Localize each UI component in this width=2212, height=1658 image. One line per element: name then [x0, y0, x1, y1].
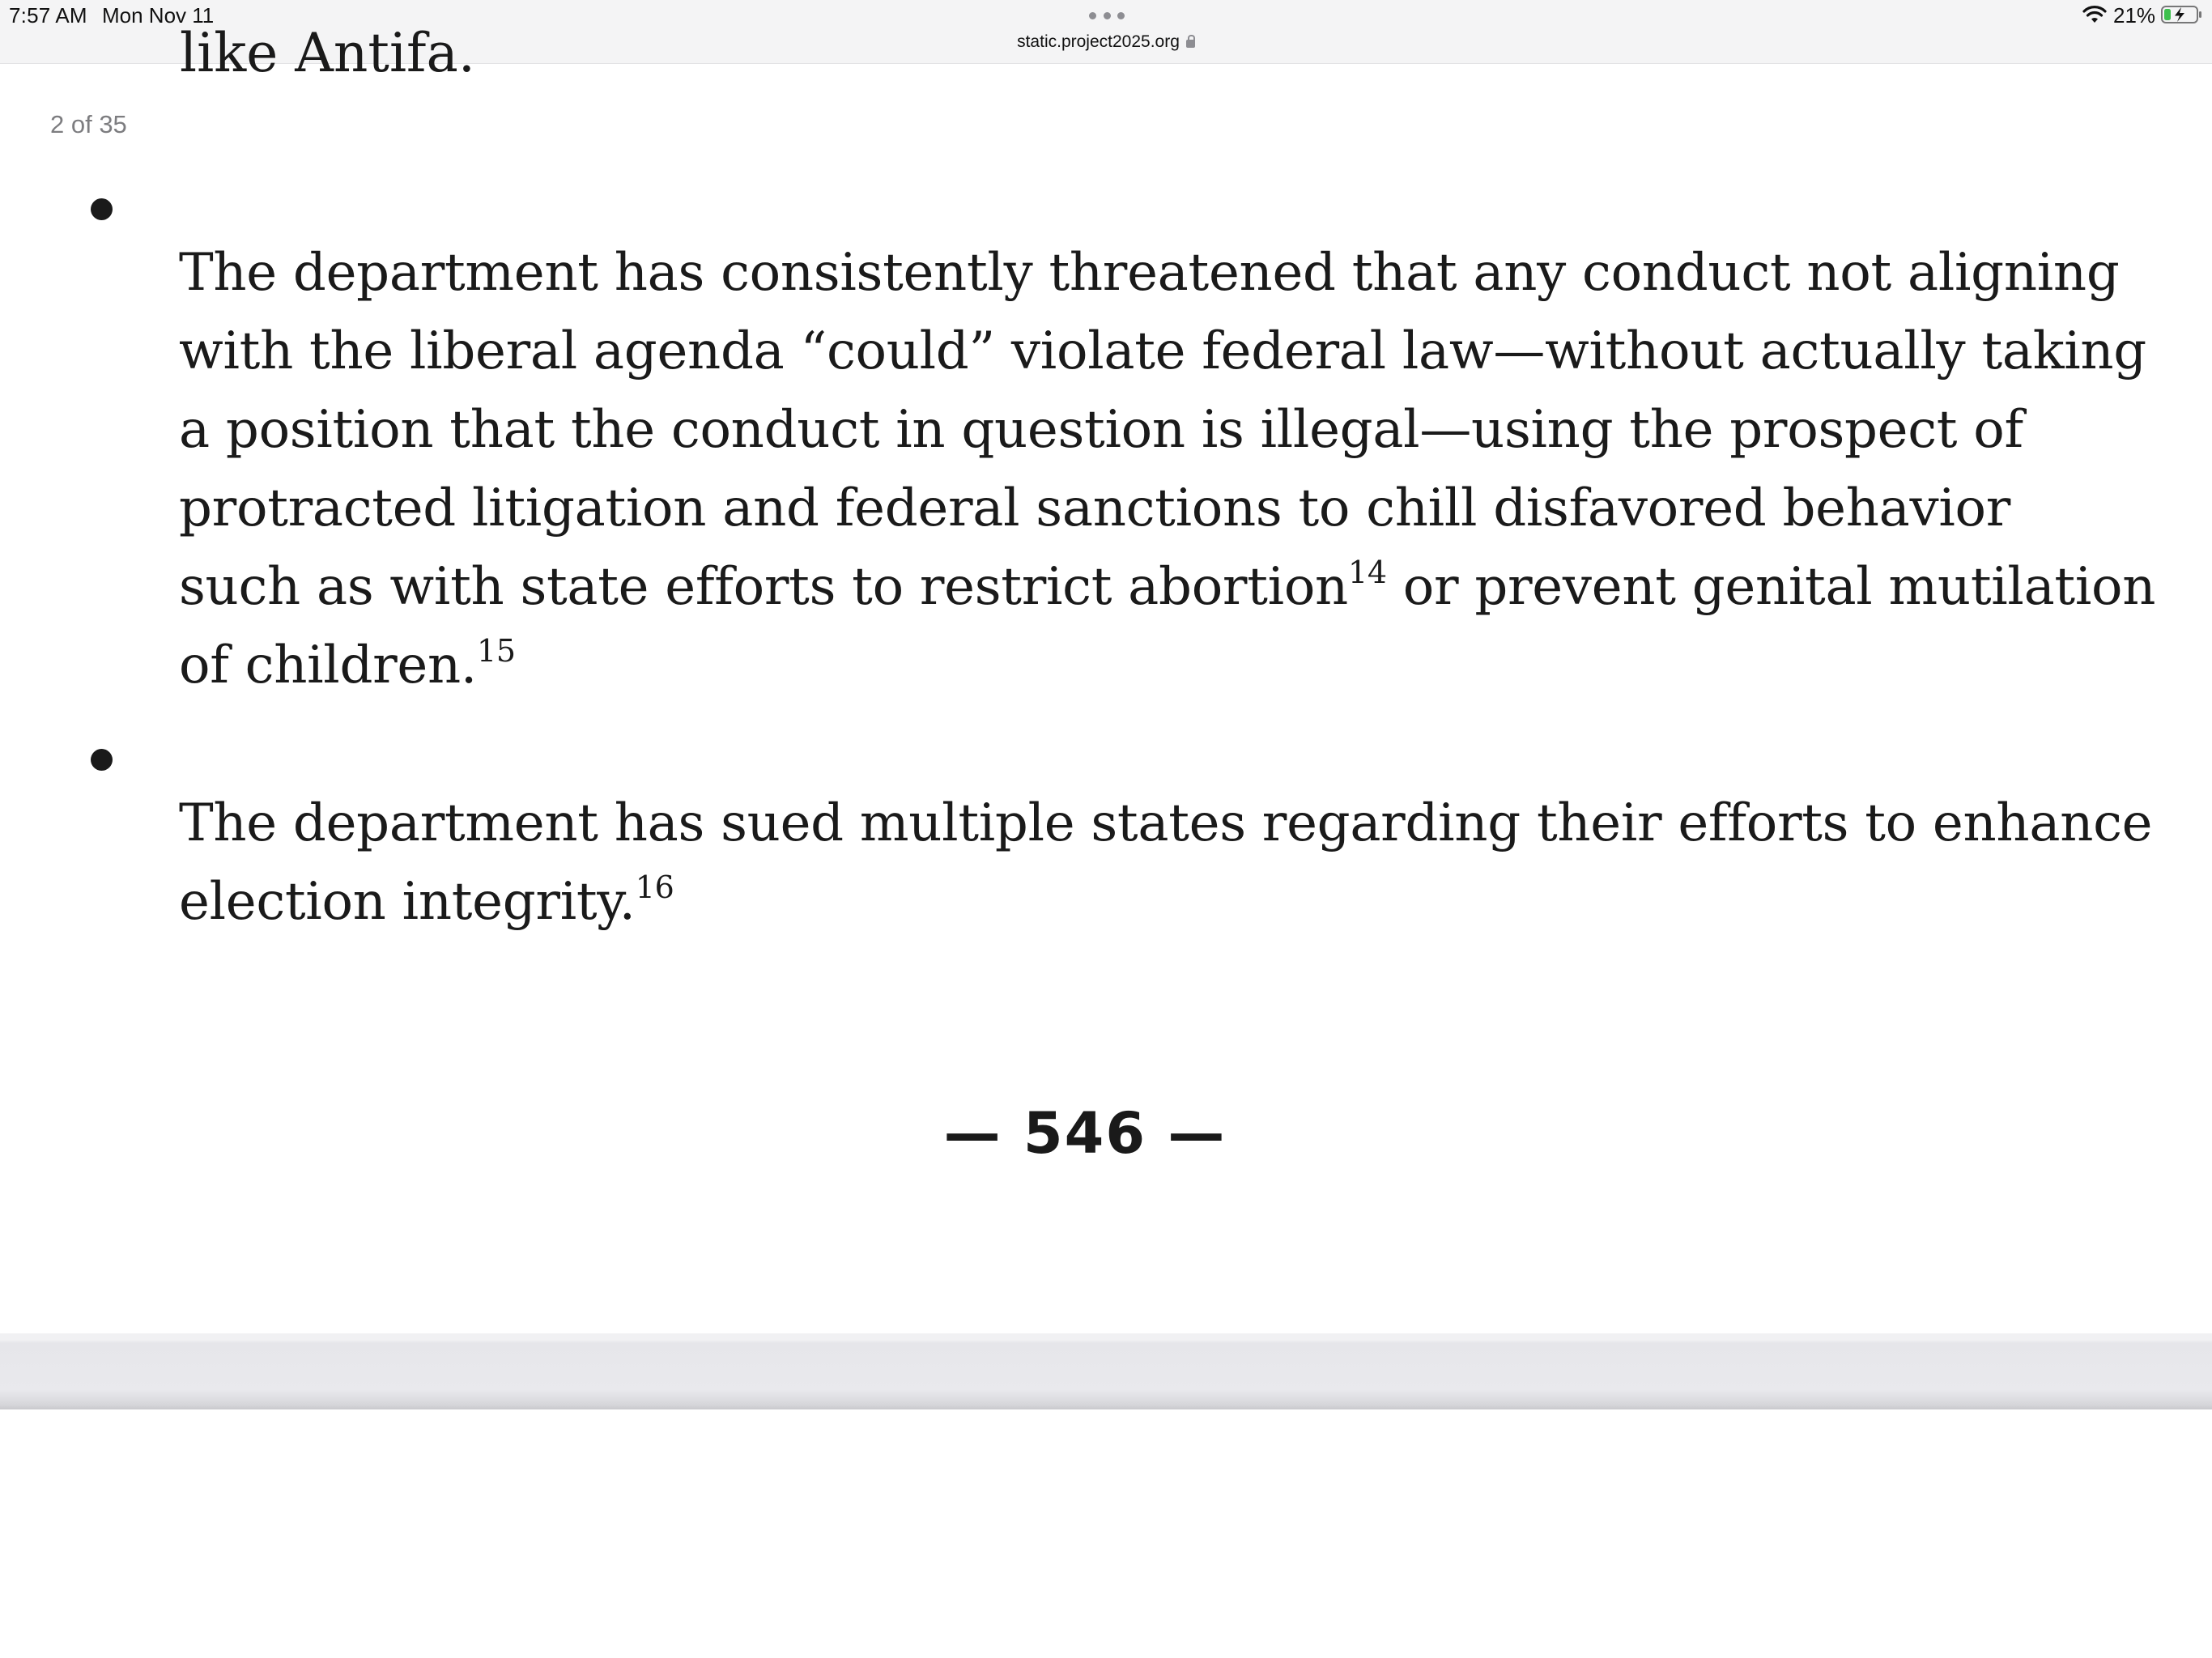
page-separator-band — [0, 1333, 2212, 1409]
paragraph-text: of children. — [179, 636, 477, 695]
footnote-ref-16[interactable]: 16 — [635, 869, 674, 905]
paragraph-line — [179, 863, 2138, 942]
bullet-point-2 — [91, 749, 113, 771]
paragraph-line — [179, 548, 2156, 627]
url-text: static.project2025.org — [1017, 32, 1180, 51]
bullet-point-1 — [91, 198, 113, 220]
battery-percentage: 21% — [2113, 3, 2156, 28]
paragraph-line: with the liberal agenda “could” violate federal law—without actually taking — [179, 321, 2146, 381]
page-number: — 546 — — [943, 1100, 1227, 1167]
status-date: Mon Nov 11 — [102, 3, 215, 28]
page-indicator: 2 of 35 — [36, 107, 142, 142]
footnote-ref-14[interactable]: 14 — [1347, 555, 1387, 590]
paragraph-line: The department has sued multiple states regarding their efforts to enhance — [179, 793, 2153, 853]
cutoff-text-line: like Antifa. — [180, 22, 475, 84]
battery-charging-icon — [2161, 6, 2203, 23]
paragraph-text: or prevent genital mutilation — [1386, 557, 2156, 617]
paragraph-line: a position that the conduct in question is illegal—using the prospect of — [179, 400, 2023, 460]
paragraph-text: such as with state efforts to restrict abortion — [179, 557, 1348, 617]
paragraph-text: election integrity. — [179, 872, 636, 932]
multitasking-dots-icon[interactable] — [1089, 11, 1125, 19]
paragraph-line: protracted litigation and federal sanctions to chill disfavored behavior — [179, 478, 2011, 538]
footnote-ref-15[interactable]: 15 — [476, 633, 516, 669]
bullet-paragraph-1 — [179, 234, 2156, 705]
paragraph-line — [179, 627, 2138, 705]
status-time: 7:57 AM — [9, 3, 87, 28]
bullet-paragraph-2 — [179, 784, 2153, 942]
paragraph-line: The department has consistently threatened that any conduct not aligning — [179, 243, 2120, 303]
lock-icon — [1186, 40, 1195, 48]
wifi-icon — [2082, 5, 2107, 24]
next-page-area[interactable] — [0, 1409, 2212, 1658]
